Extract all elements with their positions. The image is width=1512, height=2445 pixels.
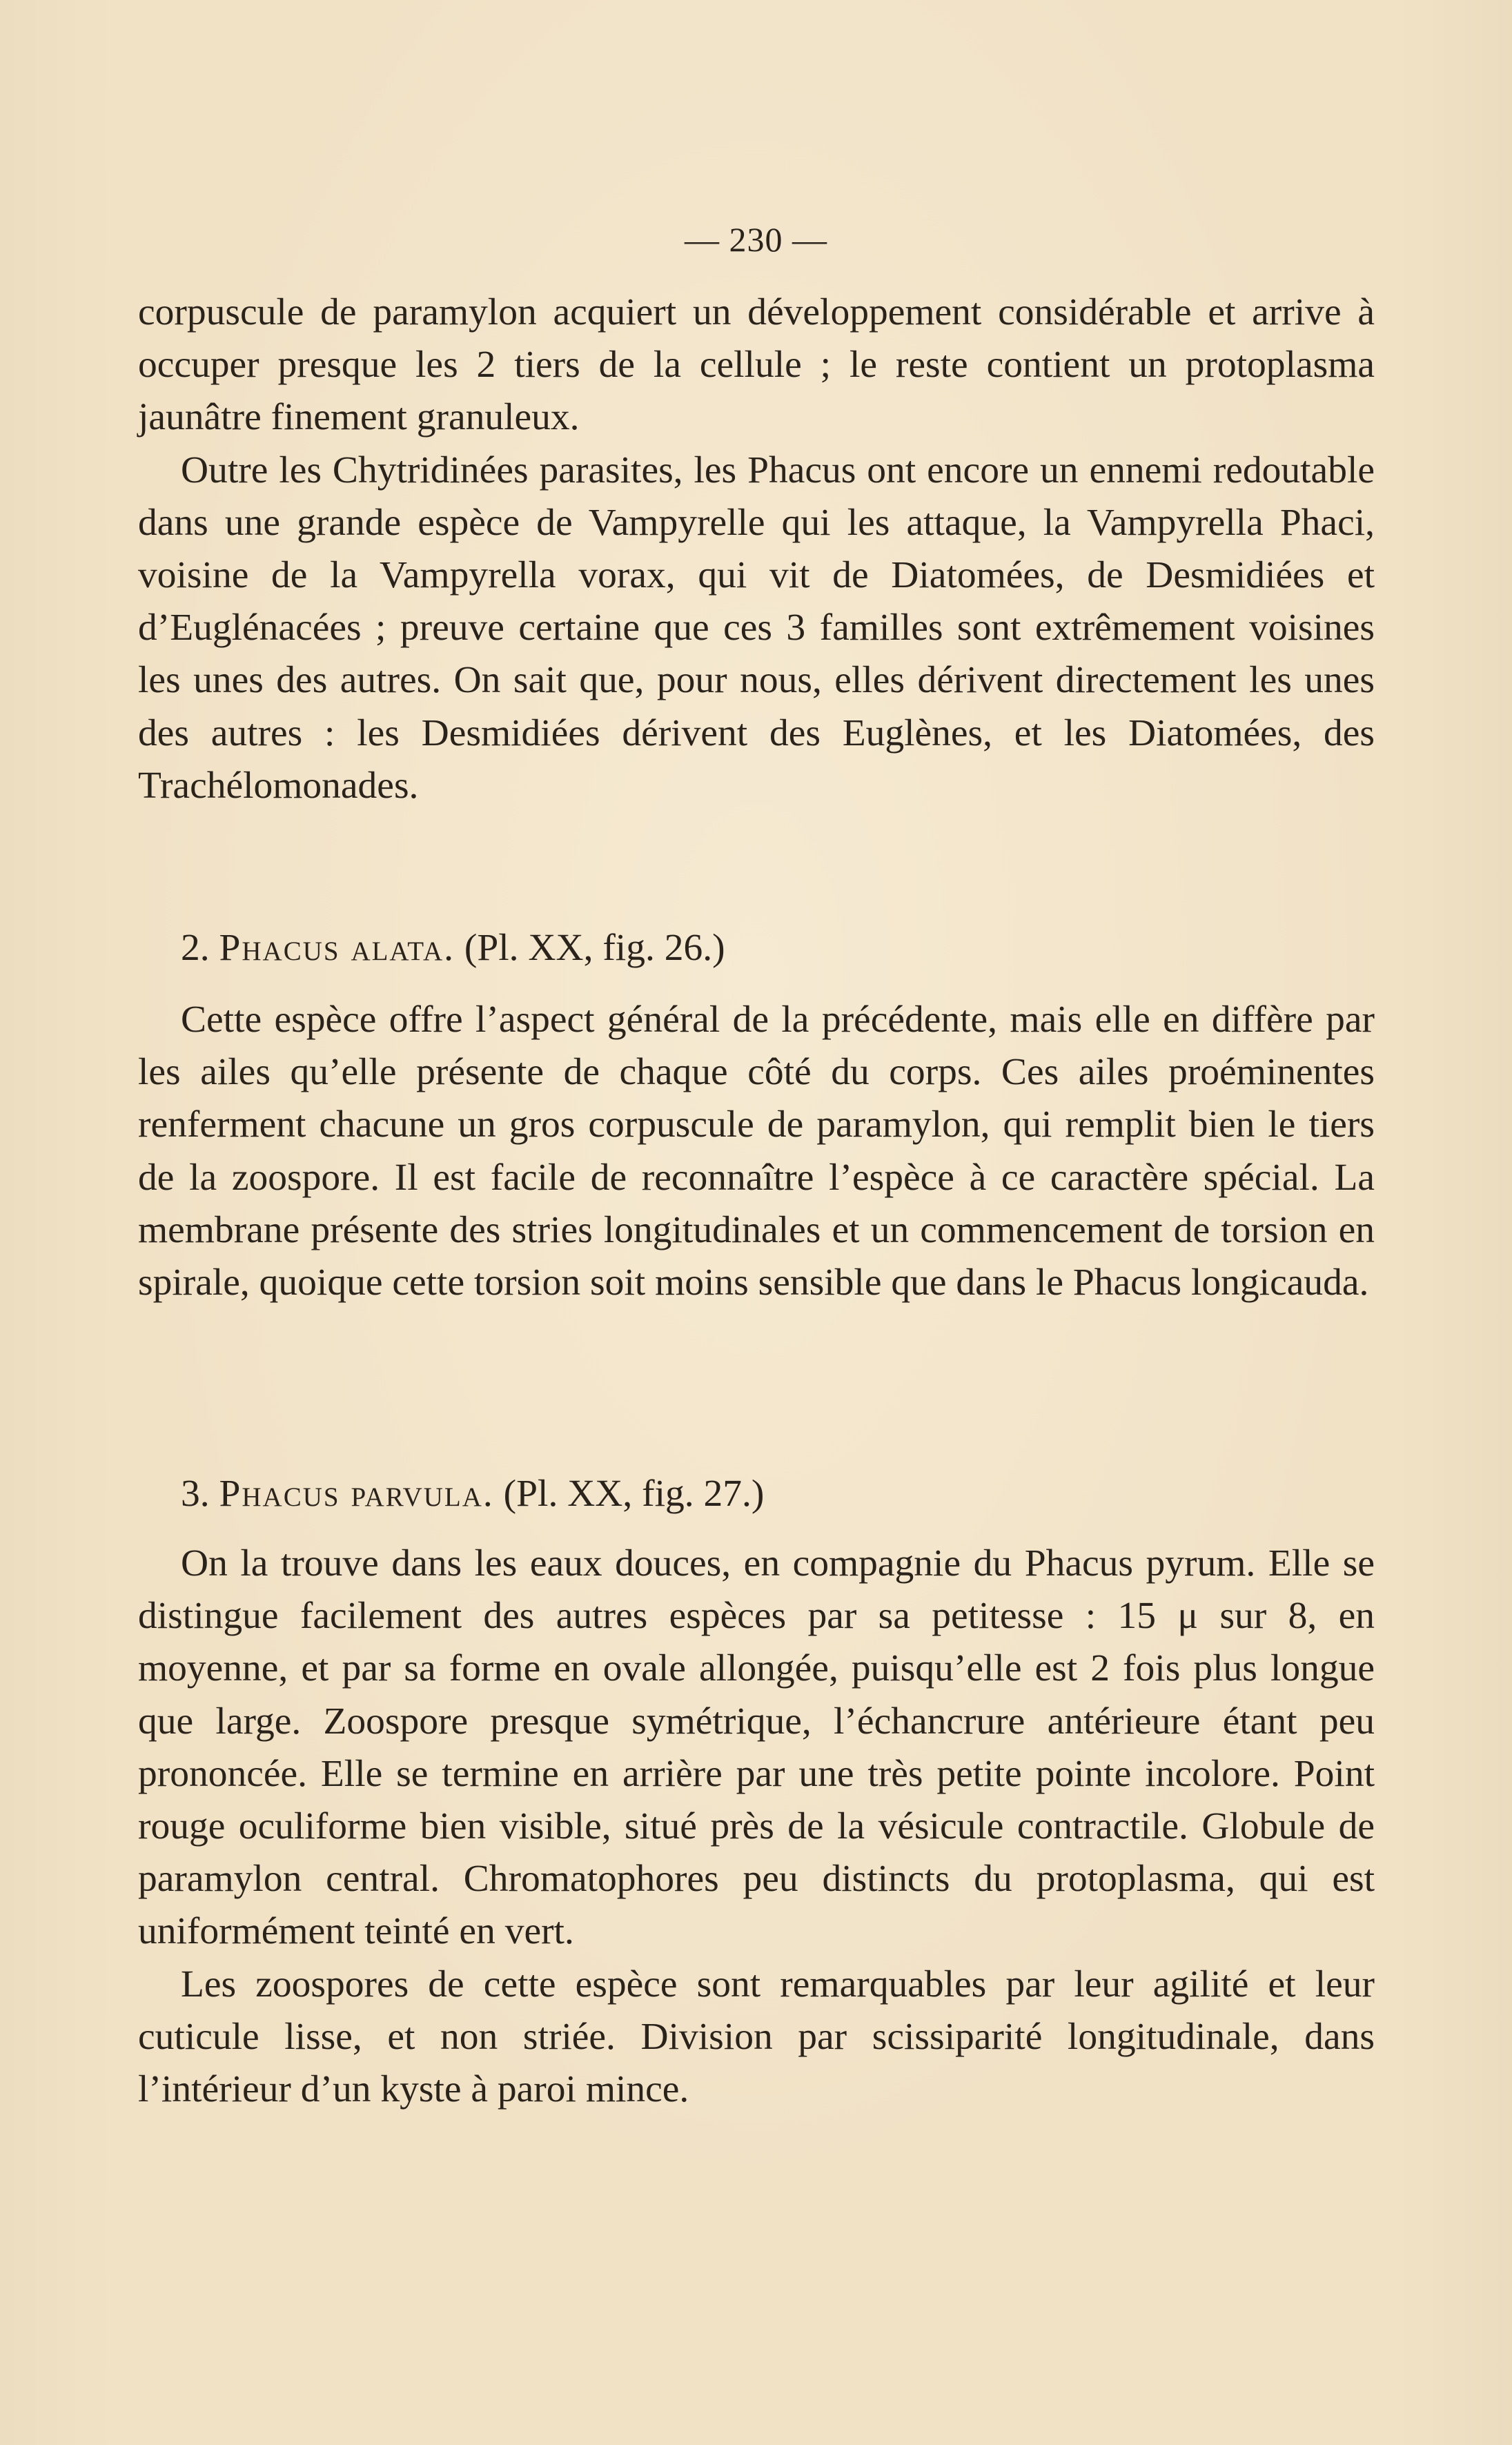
- plate-reference: (Pl. XX, fig. 26.): [464, 927, 725, 969]
- section-heading-phacus-parvula: [181, 1468, 764, 1520]
- section-heading-phacus-alata: [181, 922, 725, 974]
- species-name: Phacus alata.: [219, 927, 455, 969]
- section-number: 2.: [181, 927, 210, 969]
- paragraph-vampyrella: Outre les Chytridinées parasites, les Phacus ont encore un ennemi redoutable dans une grande espèce de Vampyrelle qui les attaque, la Vampyrella Phaci, voisine de la Vampyrella vorax, qui vit de Diatomées, de Desmidiées et d’Euglénacées ; preuve certaine que ces 3 familles sont extrêmement voisines les unes des autres. On sait que, pour nous, elles dérivent directement les unes des autres : les Desmidiées dérivent des Euglènes, et les Diatomées, des Trachélomonades.: [138, 449, 1375, 807]
- paragraph-phacus-parvula-description: On la trouve dans les eaux douces, en compagnie du Phacus pyrum. Elle se distingue facilement des autres espèces par sa petitesse : 15 μ sur 8, en moyenne, et par sa forme en ovale allongée, puisqu’elle est 2 fois plus longue que large. Zoospore presque symétrique, l’échancrure antérieure étant peu prononcée. Elle se termine en arrière par une très petite pointe incolore. Point rouge oculiforme bien visible, situé près de la vésicule contractile. Globule de paramylon central. Chromatophores peu distincts du protoplasma, qui est uniformément teinté en vert.: [138, 1542, 1375, 1953]
- paragraph-phacus-parvula-zoospores: Les zoospores de cette espèce sont remarquables par leur agilité et leur cuticule lisse, et non striée. Division par scissiparité longitudinale, dans l’intérieur d’un kyste à paroi mince.: [138, 1963, 1375, 2111]
- plate-reference: (Pl. XX, fig. 27.): [503, 1473, 765, 1515]
- intro-text-block: [138, 286, 1375, 812]
- page-number: — 230 —: [685, 220, 827, 259]
- phacus-alata-text-block: [138, 994, 1375, 1309]
- phacus-parvula-text-block: [138, 1538, 1375, 2116]
- species-name: Phacus parvula.: [219, 1473, 494, 1515]
- paragraph-continuation: corpuscule de paramylon acquiert un développement considérable et arrive à occuper presque les 2 tiers de la cellule ; le reste contient un protoplasma jaunâtre finement granuleux.: [138, 291, 1375, 439]
- section-number: 3.: [181, 1473, 210, 1515]
- paragraph-phacus-alata: Cette espèce offre l’aspect général de la précédente, mais elle en diffère par les ailes qu’elle présente de chaque côté du corps. Ces ailes proéminentes renferment chacune un gros corpuscule de paramylon, qui remplit bien le tiers de la zoospore. Il est facile de reconnaître l’espèce à ce caractère spécial. La membrane présente des stries longitudinales et un commencement de torsion en spirale, quoique cette torsion soit moins sensible que dans le Phacus longicauda.: [138, 999, 1375, 1304]
